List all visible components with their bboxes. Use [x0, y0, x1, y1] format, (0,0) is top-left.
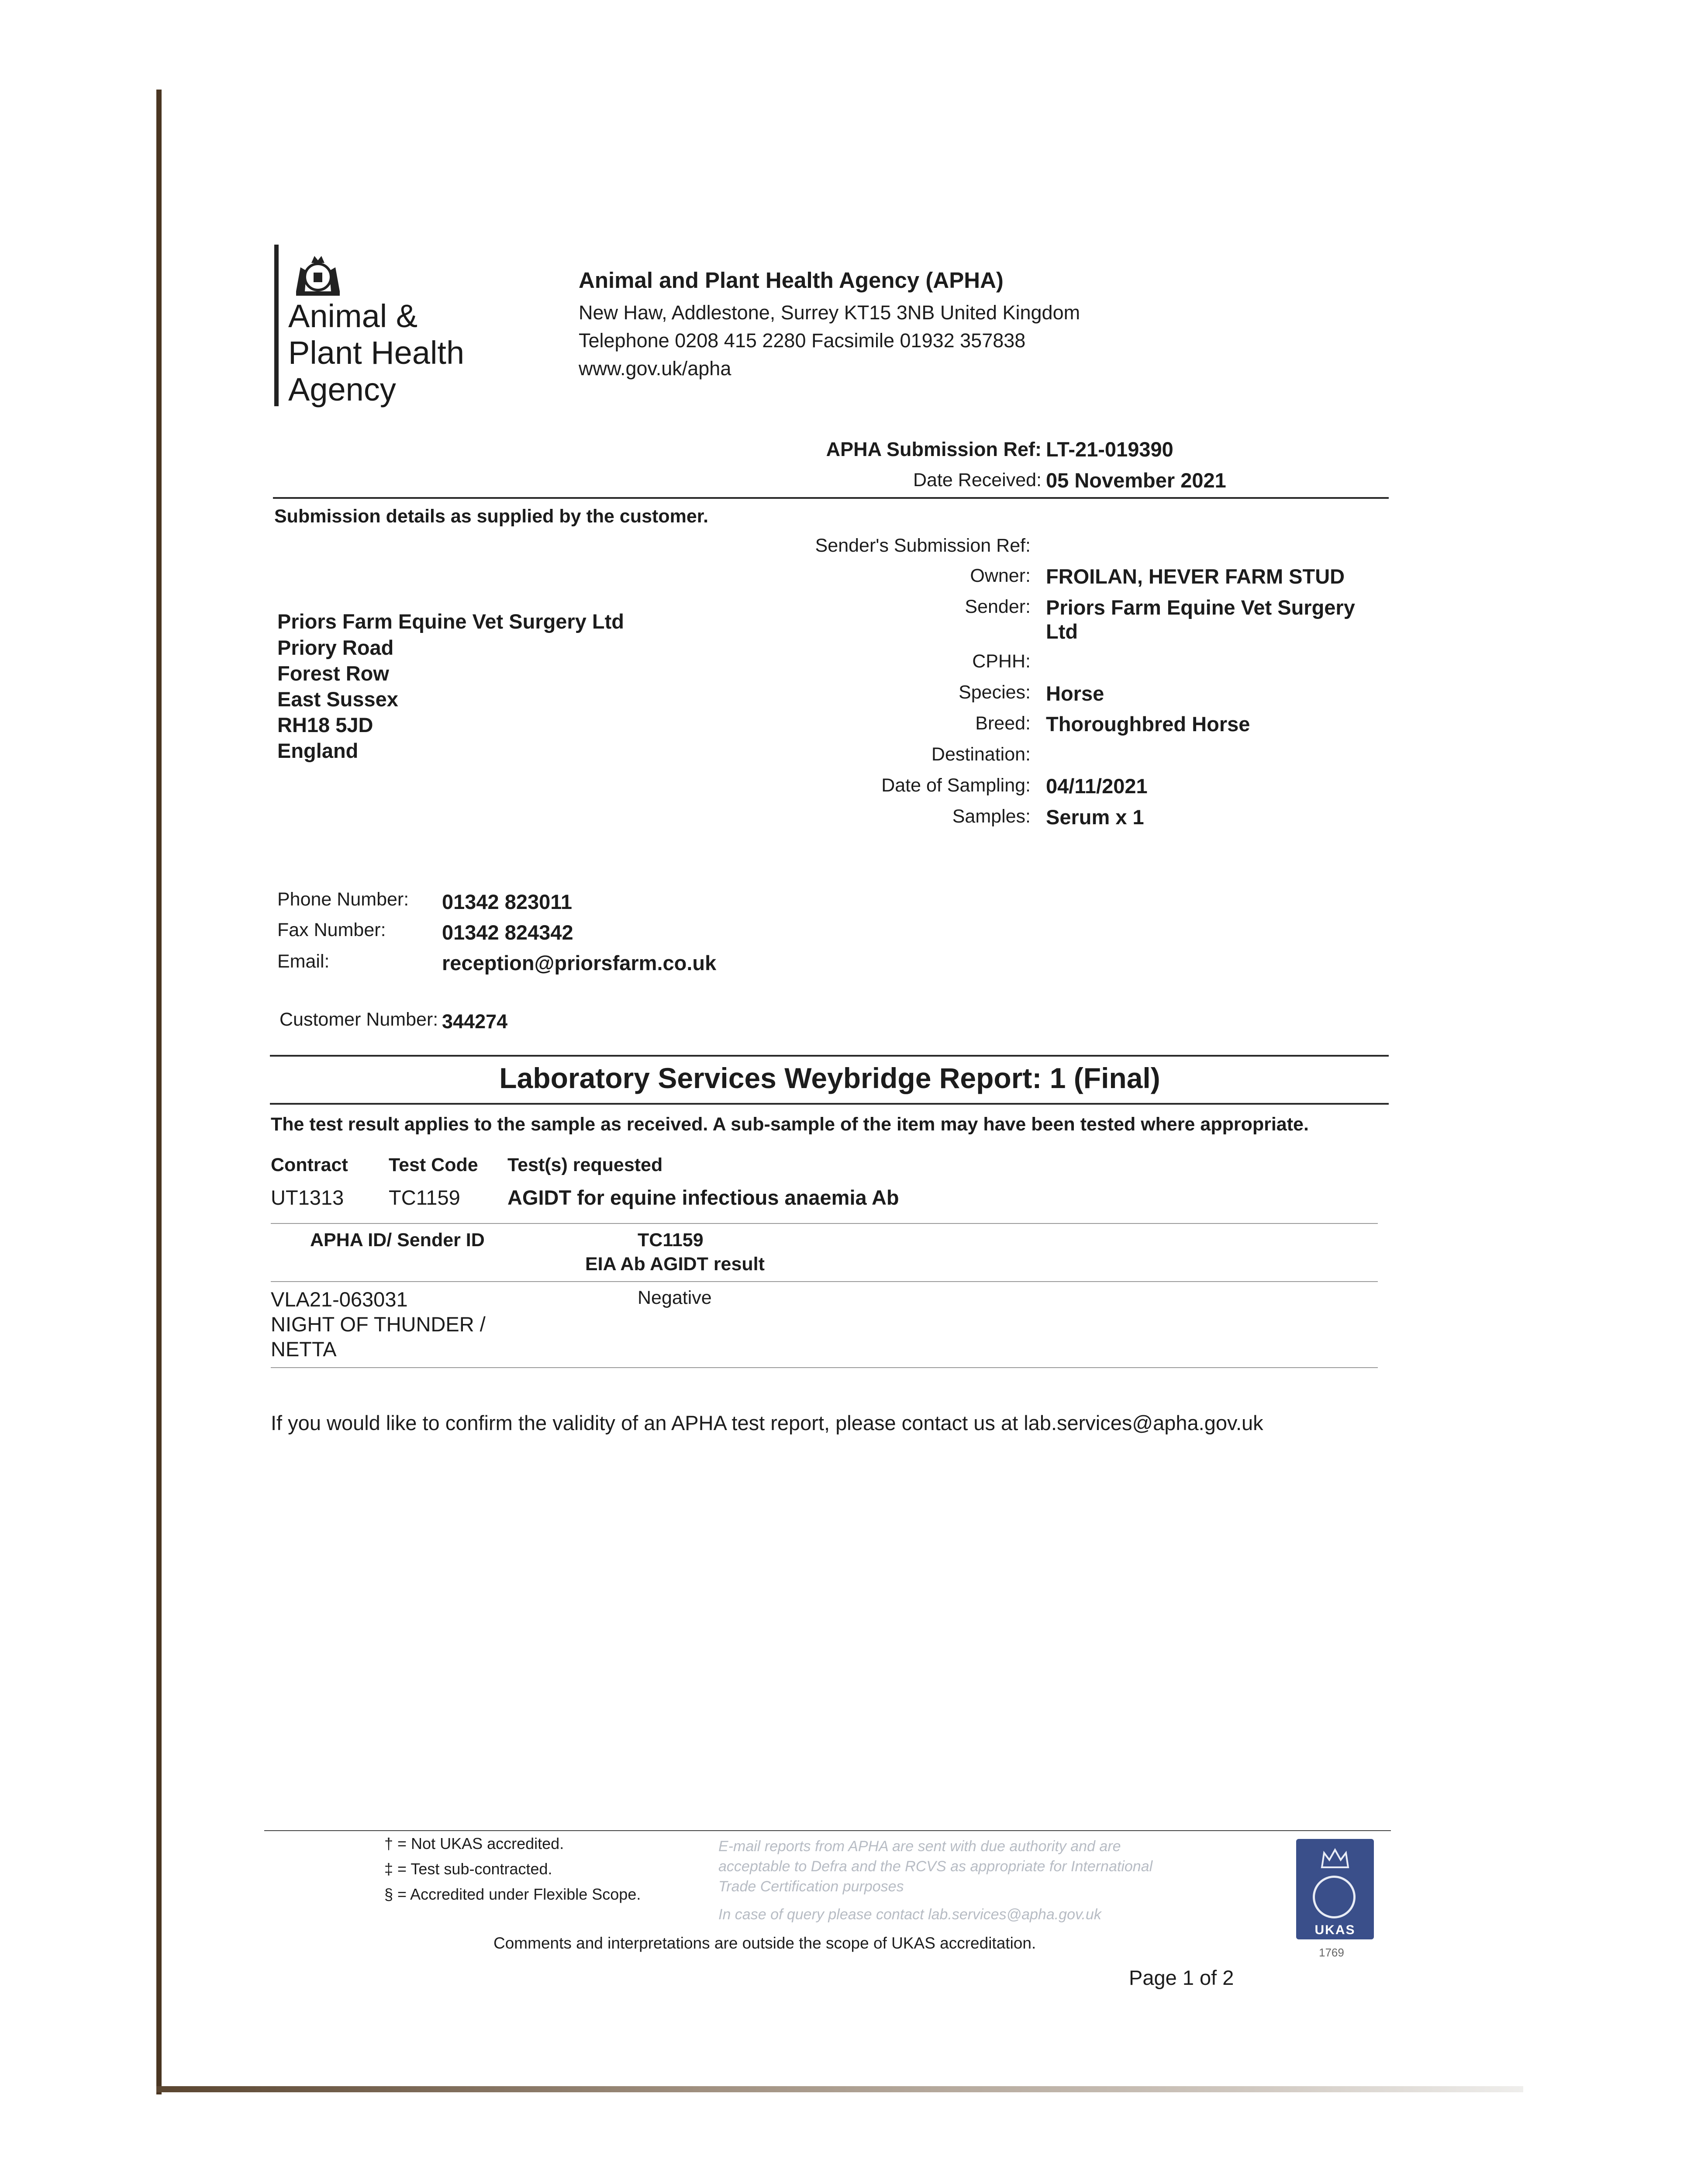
- result-id-line-2: NIGHT OF THUNDER /: [271, 1313, 486, 1336]
- royal-crest-icon: [287, 250, 348, 298]
- address-line-5: RH18 5JD: [277, 713, 373, 736]
- results-header-code: TC1159: [638, 1230, 704, 1251]
- species-label: Species:: [959, 682, 1031, 703]
- fax-label: Fax Number:: [277, 919, 386, 940]
- ukas-number: 1769: [1319, 1946, 1344, 1959]
- test-header-code: Test Code: [389, 1154, 478, 1175]
- page-number: Page 1 of 2: [1129, 1966, 1234, 1989]
- ukas-label: UKAS: [1314, 1923, 1356, 1937]
- owner-label: Owner:: [970, 565, 1031, 586]
- footer-rule: [264, 1830, 1391, 1831]
- test-requested-value: AGIDT for equine infectious anaemia Ab: [507, 1186, 899, 1209]
- header-rule: [273, 497, 1389, 499]
- results-mid-rule: [271, 1281, 1378, 1282]
- results-header-name: EIA Ab AGIDT result: [585, 1254, 765, 1275]
- species-value: Horse: [1046, 682, 1104, 705]
- report-title: Laboratory Services Weybridge Report: 1 (Final): [499, 1062, 1160, 1094]
- validity-note: If you would like to confirm the validity of an APHA test report, please contact us at lab.services@apha.gov.uk: [271, 1411, 1263, 1434]
- applies-note: The test result applies to the sample as received. A sub-sample of the item may have been tested where appropriate.: [271, 1114, 1309, 1135]
- scan-edge-left: [156, 90, 162, 2094]
- scan-edge-bottom: [156, 2086, 1523, 2092]
- legend-flexible-scope: § = Accredited under Flexible Scope.: [384, 1885, 641, 1903]
- faded-note-1: E-mail reports from APHA are sent with due authority and are: [718, 1838, 1121, 1855]
- senders-ref-label: Sender's Submission Ref:: [815, 535, 1031, 556]
- test-contract-value: UT1313: [271, 1186, 344, 1209]
- legend-not-ukas: † = Not UKAS accredited.: [384, 1835, 564, 1852]
- submission-ref-label: APHA Submission Ref:: [826, 438, 1042, 460]
- agency-website: www.gov.uk/apha: [579, 357, 731, 380]
- phone-label: Phone Number:: [277, 889, 409, 910]
- result-id-line-1: VLA21-063031: [271, 1288, 408, 1311]
- date-received-value: 05 November 2021: [1046, 469, 1226, 492]
- breed-value: Thoroughbred Horse: [1046, 712, 1250, 736]
- date-of-sampling-label: Date of Sampling:: [881, 775, 1031, 796]
- address-line-2: Priory Road: [277, 636, 394, 659]
- test-header-requested: Test(s) requested: [507, 1154, 663, 1175]
- address-line-1: Priors Farm Equine Vet Surgery Ltd: [277, 610, 624, 633]
- date-of-sampling-value: 04/11/2021: [1046, 774, 1148, 798]
- agency-address: New Haw, Addlestone, Surrey KT15 3NB United Kingdom: [579, 301, 1080, 324]
- address-line-6: England: [277, 739, 359, 762]
- submission-ref-value: LT-21-019390: [1046, 438, 1173, 461]
- ukas-comment: Comments and interpretations are outside the scope of UKAS accreditation.: [493, 1934, 1036, 1952]
- report-bottom-rule: [270, 1103, 1389, 1105]
- address-line-4: East Sussex: [277, 688, 398, 711]
- customer-number-label: Customer Number:: [279, 1009, 438, 1030]
- test-code-value: TC1159: [389, 1186, 460, 1209]
- result-id-line-3: NETTA: [271, 1337, 337, 1361]
- phone-value: 01342 823011: [442, 890, 572, 913]
- results-bottom-rule: [271, 1367, 1378, 1368]
- sender-value-line-2: Ltd: [1046, 620, 1078, 643]
- agency-name: Animal and Plant Health Agency (APHA): [579, 268, 1004, 293]
- results-header-id: APHA ID/ Sender ID: [310, 1230, 485, 1251]
- sender-value-line-1: Priors Farm Equine Vet Surgery: [1046, 596, 1355, 619]
- logo-wordmark: Animal & Plant Health Agency: [288, 298, 465, 408]
- fax-value: 01342 824342: [442, 921, 573, 944]
- date-received-label: Date Received:: [913, 470, 1042, 491]
- apha-logo: [274, 245, 475, 411]
- logo-divider: [274, 245, 279, 406]
- faded-note-3: Trade Certification purposes: [718, 1878, 904, 1895]
- address-line-3: Forest Row: [277, 662, 389, 685]
- supplied-note: Submission details as supplied by the customer.: [274, 506, 709, 527]
- report-top-rule: [270, 1055, 1389, 1057]
- owner-value: FROILAN, HEVER FARM STUD: [1046, 565, 1345, 588]
- faded-note-4: In case of query please contact lab.services@apha.gov.uk: [718, 1906, 1101, 1923]
- email-value: reception@priorsfarm.co.uk: [442, 951, 717, 975]
- customer-number-value: 344274: [442, 1010, 508, 1033]
- samples-label: Samples:: [952, 806, 1031, 827]
- email-label: Email:: [277, 951, 330, 972]
- test-header-contract: Contract: [271, 1154, 348, 1175]
- sender-label: Sender:: [965, 596, 1031, 617]
- agency-phone-fax: Telephone 0208 415 2280 Facsimile 01932 357838: [579, 329, 1026, 352]
- results-top-rule: [271, 1223, 1378, 1224]
- crown-icon: [1320, 1848, 1350, 1870]
- faded-note-2: acceptable to Defra and the RCVS as appropriate for International: [718, 1858, 1153, 1875]
- cphh-label: CPHH:: [972, 651, 1031, 672]
- samples-value: Serum x 1: [1046, 805, 1144, 829]
- destination-label: Destination:: [931, 744, 1031, 765]
- ukas-emblem-icon: [1313, 1876, 1356, 1918]
- ukas-badge: [1296, 1839, 1374, 1939]
- result-value: Negative: [638, 1287, 712, 1308]
- breed-label: Breed:: [975, 713, 1031, 734]
- legend-subcontracted: ‡ = Test sub-contracted.: [384, 1860, 552, 1878]
